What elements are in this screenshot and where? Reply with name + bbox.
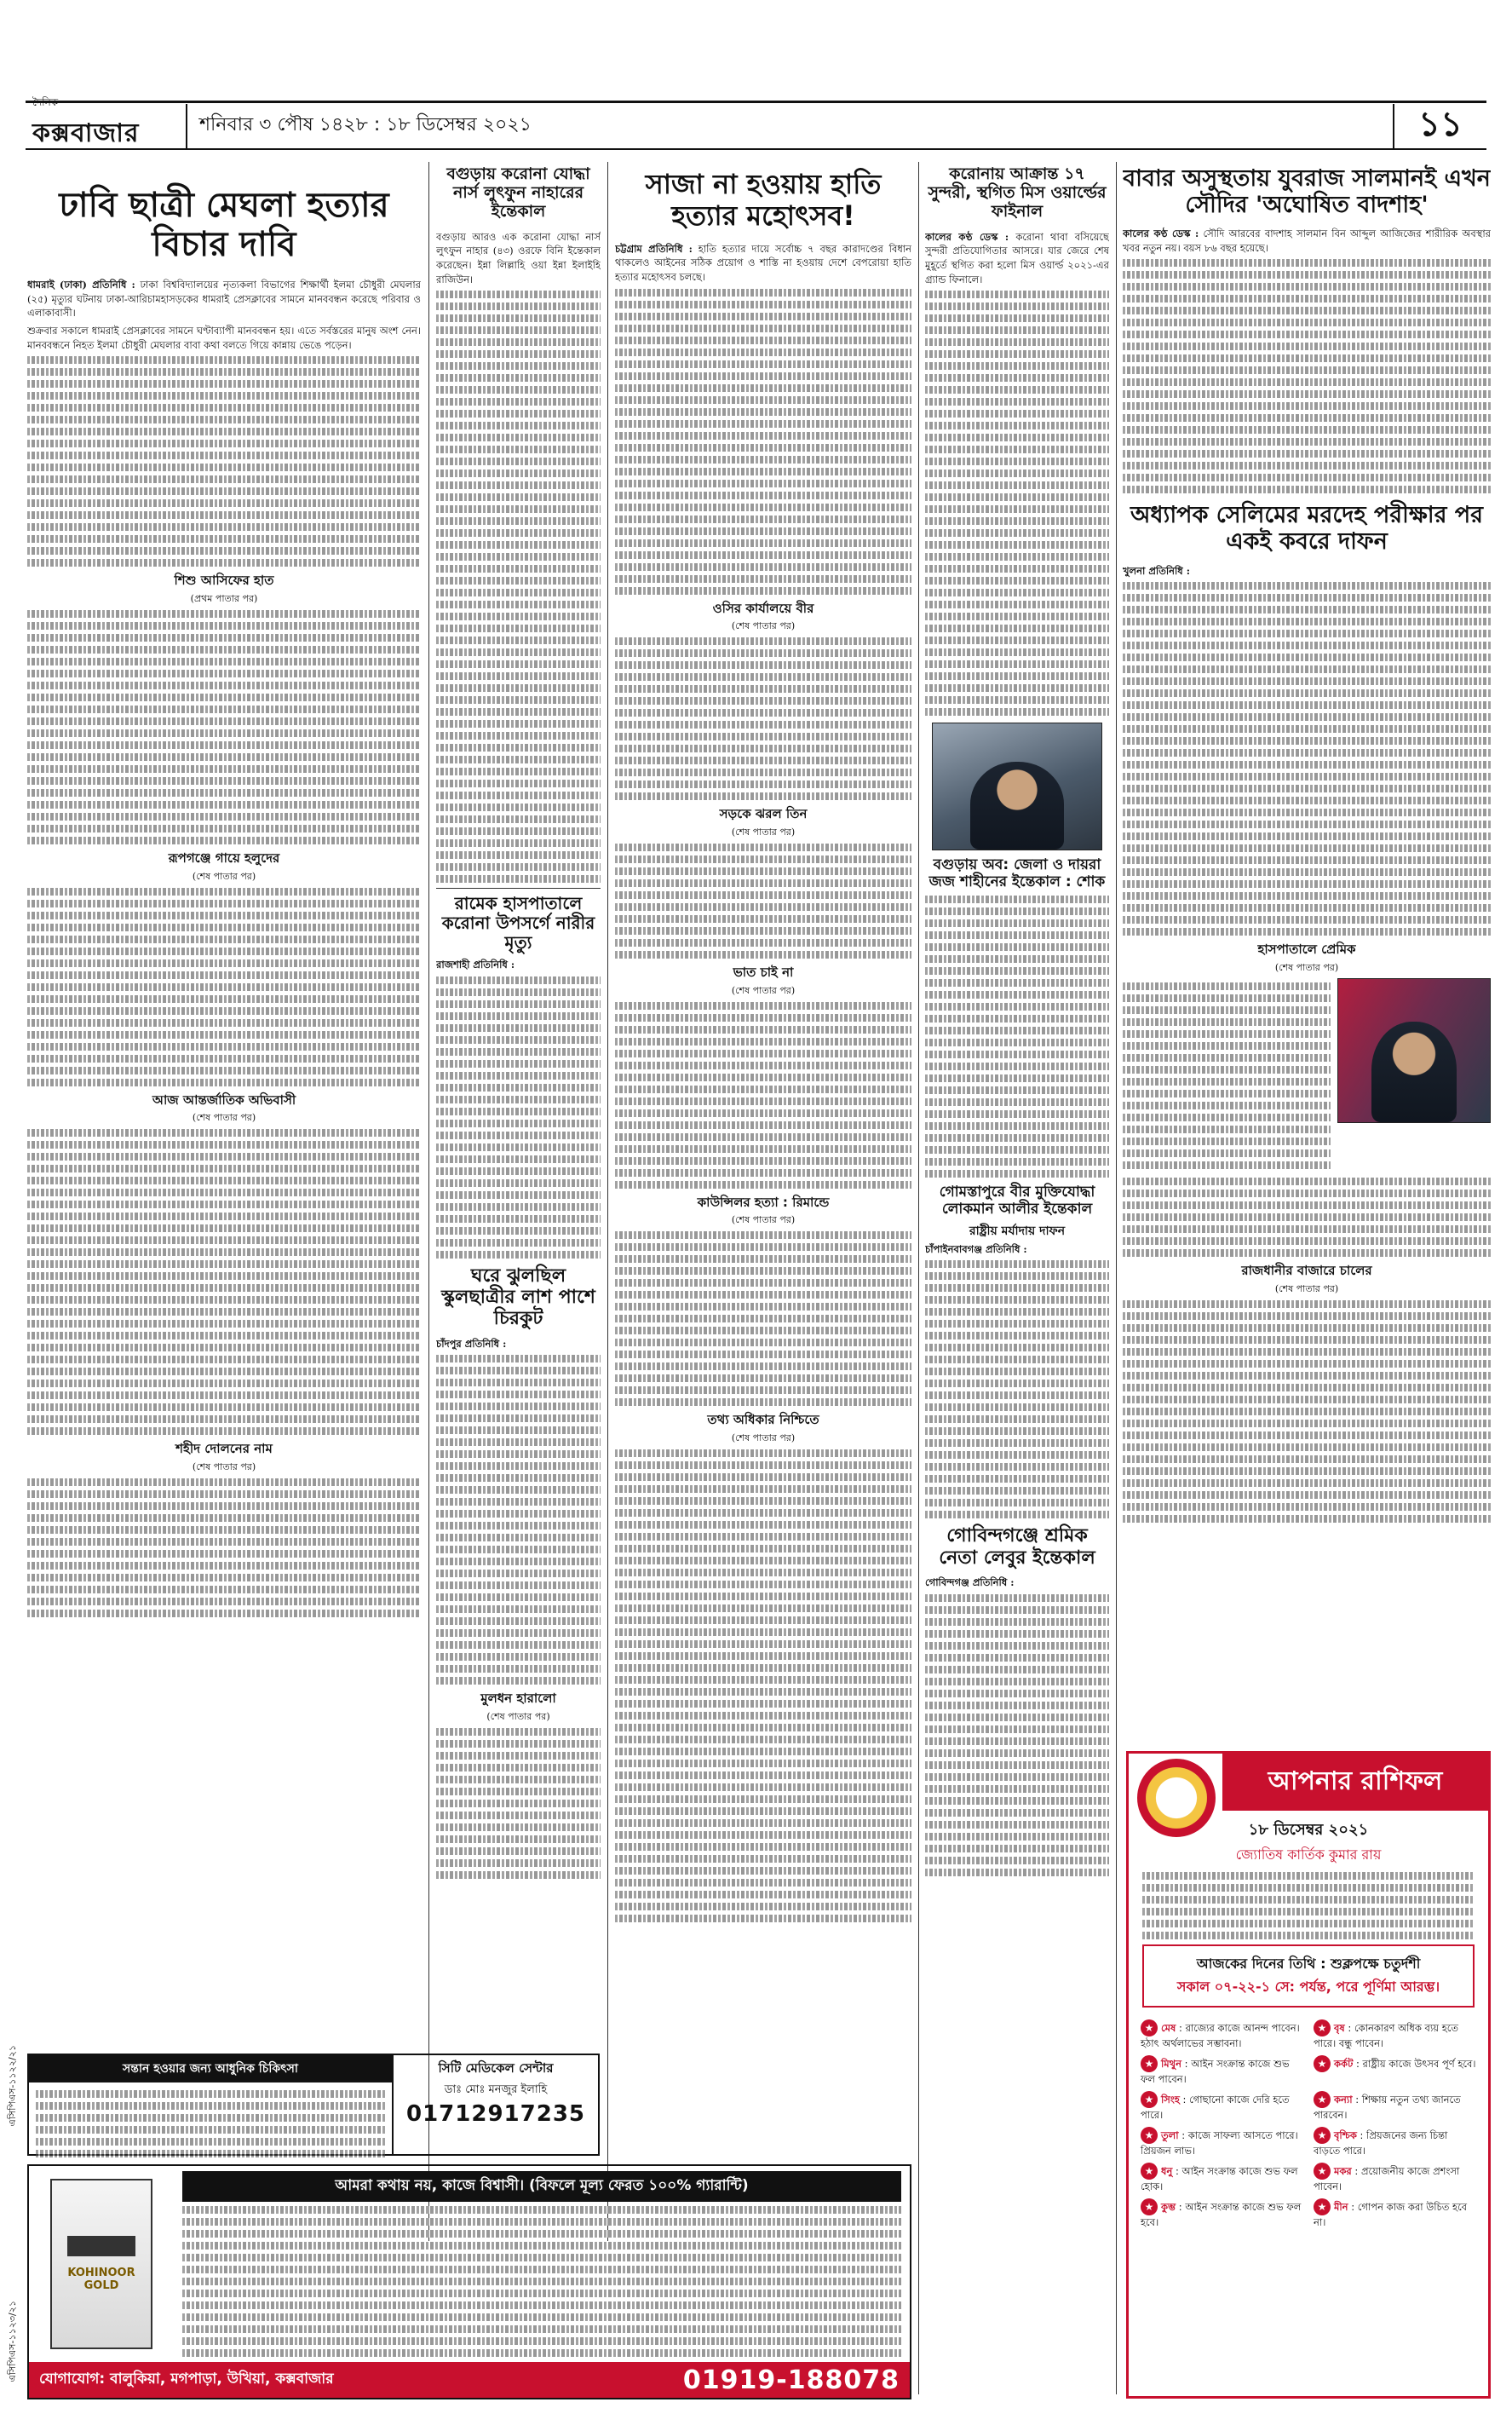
subhead-capital: মুলধন হারালো [480,1691,556,1707]
continued-note: (শেষ পাতার পর) [731,984,796,996]
zodiac-sign-name: বৃশ্চিক [1334,2129,1357,2142]
zodiac-sign-list [1129,2013,1488,2237]
continued-note: (শেষ পাতার পর) [731,1214,796,1226]
zodiac-sign-item: ★ মেষ : রাজ্যের কাজে আনন্দ পাবেন। হঠাৎ অর্থলাভের সম্ভাবনা। [1141,2019,1303,2050]
zodiac-sign-name: কুম্ভ [1161,2201,1176,2214]
zodiac-sign-item: ★ কর্কট : রাষ্ট্রীয় কাজে উৎসব পূর্ণ হবে। [1314,2055,1476,2086]
body-text: শুক্রবার সকালে ধামরাই প্রেসক্লাবের সামনে ঘণ্টাব্যাপী মানববন্ধন হয়। এতে সর্বস্তরের মানুষ অংশ নেন। মানববন্ধনে নিহত ইলমা চৌধুরী মেঘলার বাবা কথা বলতে গিয়ে কান্নায় ভেঙে পড়েন। [27,325,421,351]
byline: কালের কণ্ঠ ডেস্ক : [1123,228,1199,240]
zodiac-sign-text: শিক্ষায় নতুন তথ্য জানতে পারবেন। [1314,2094,1461,2122]
lead-text: করোনা থাবা বসিয়েছে সুন্দরী প্রতিযোগিতার আসরে। যার জেরে শেষ মুহূর্তে স্থগিত করা হলো মিস ওয়ার্ল্ড ২০২১-এর গ্র্যান্ড ফিনালে। [925,230,1109,285]
zodiac-sign-name: মেষ [1161,2022,1176,2034]
headline-miss-world: করোনায় আক্রান্ত ১৭ সুন্দরী, স্থগিত মিস ওয়ার্ল্ডের ফাইনাল [928,164,1107,221]
byline: কালের কণ্ঠ ডেস্ক : [925,230,1009,243]
continued-note: (শেষ পাতার পর) [731,1432,796,1444]
continued-note: (শেষ পাতার পর) [486,1711,550,1723]
subhead-rupganj: রূপগঞ্জে গায়ে হলুদের [168,850,280,867]
headline-ramek: রামেক হাসপাতালে করোনা উপসর্গে নারীর মৃত্যু [441,893,595,953]
product-phone: 01919-188078 [682,2365,900,2395]
headline-nurse: বগুড়ায় করোনা যোদ্ধা নার্স লুৎফুন নাহারের ইন্তেকাল [446,164,590,221]
zodiac-sign-text: আইন সংক্রান্ত কাজে শুভ ফল পাবেন। [1141,2058,1290,2086]
paper-logo-small: দৈনিক [32,96,59,108]
tithi-title: আজকের দিনের তিথি : শুক্লপক্ষে চতুর্দশী [1196,1956,1421,1972]
text-block [436,1355,601,1685]
text-block [436,976,601,1259]
product-contact: যোগাযোগ: বালুকিয়া, মগপাড়া, উখিয়া, কক্সবাজার [39,2371,334,2388]
horoscope-box [1126,1751,1491,2399]
text-block [925,896,1109,1178]
zodiac-sign-icon: ★ [1141,2055,1158,2072]
text-block [1123,978,1331,1173]
masthead [26,96,1486,150]
zodiac-sign-item: ★ মীন : গোপন কাজ করা উচিত হবে না। [1314,2198,1476,2229]
continued-note: (শেষ পাতার পর) [192,870,256,882]
text-block [925,1594,1109,1876]
headline-saudi-prince: বাবার অসুস্থতায় যুবরাজ সালমানই এখন সৌদির 'অঘোষিত বাদশাহ' [1123,165,1491,219]
zodiac-sign-name: মীন [1334,2201,1348,2214]
zodiac-sign-name: মকর [1334,2165,1352,2178]
subhead-migrant-day: আজ আন্তর্জাতিক অভিবাসী [152,1092,296,1108]
zodiac-sign-item: ★ ধনু : আইন সংক্রান্ত কাজে শুভ ফল হোক। [1141,2163,1303,2193]
zodiac-sign-icon: ★ [1314,2198,1331,2215]
zodiac-sign-icon: ★ [1141,2091,1158,2108]
clinic-ad-title: সন্তান হওয়ার জন্য আধুনিক চিকিৎসা [29,2055,392,2082]
byline: খুলনা প্রতিনিধি : [1123,564,1190,577]
subhead-rice: ভাত চাই না [733,964,794,980]
text-block [27,1478,421,1617]
zodiac-sign-text: রাজ্যের কাজে আনন্দ পাবেন। হঠাৎ অর্থলাভের সম্ভাবনা। [1141,2022,1300,2049]
zodiac-sign-text: কাজে সাফল্য আসতে পারে। প্রিয়জন লাভ। [1141,2129,1298,2157]
headline-professor-selim: অধ্যাপক সেলিমের মরদেহ পরীক্ষার পর একই কবরে দাফন [1130,502,1484,556]
zodiac-sign-text: আইন সংক্রান্ত কাজে শুভ ফল হবে। [1141,2201,1302,2229]
ad-code: এসিপিএস-১১২২/২১ [7,2045,18,2127]
zodiac-sign-item: ★ কুম্ভ : আইন সংক্রান্ত কাজে শুভ ফল হবে। [1141,2198,1303,2229]
text-block [436,291,601,883]
byline: চট্টগ্রাম প্রতিনিধি : [615,242,693,255]
continued-note: (শেষ পাতার পর) [1274,1282,1339,1294]
subhead-road-deaths: সড়কে ঝরল তিন [719,806,808,822]
zodiac-emblem-icon [1137,1759,1216,1837]
text-block [29,2082,392,2165]
headline-labour-leader: গোবিন্দগঞ্জে শ্রমিক নেতা লেবুর ইন্তেকাল [939,1525,1095,1569]
text-block [27,356,421,567]
zodiac-sign-icon: ★ [1314,2055,1331,2072]
text-block [615,289,911,595]
text-block [27,610,421,844]
continued-note: (শেষ পাতার পর) [731,827,796,838]
text-block [1123,259,1491,493]
section-rule [436,888,601,889]
zodiac-sign-text: গোছানো কাজে দেরি হতে পারে। [1141,2094,1290,2122]
subhead-state-honour: রাষ্ট্রীয় মর্যাদায় দাফন [969,1224,1066,1239]
dateline: শনিবার ৩ পৌষ ১৪২৮ : ১৮ ডিসেম্বর ২০২১ [199,114,532,135]
subhead-lover-hospital: হাসপাতালে প্রেমিক [1257,942,1356,958]
page-number: ১১ [1393,104,1486,148]
product-ad-footer [29,2362,910,2398]
text-block [615,844,911,959]
paper-logo-name: কক্সবাজার [32,118,140,148]
column-rule [1116,162,1117,2394]
byline: গোবিন্দগঞ্জ প্রতিনিধি : [925,1576,1015,1588]
headline-judge: বগুড়ায় অব: জেলা ও দায়রা জজ শাহীনের ইন্তেকাল : শোক [928,856,1106,890]
zodiac-sign-name: কন্যা [1334,2094,1353,2106]
text-block [1123,1300,1491,1523]
text-block [615,637,911,800]
tithi-time: সকাল ০৭-২২-১ সে: পর্যন্ত, পরে পূর্ণিমা আরম্ভ। [1176,1979,1440,1995]
byline: চাঁপাইনবাবগঞ্জ প্রতিনিধি : [925,1242,1027,1255]
horoscope-astrologer: জ্যোতিষ কার্তিক কুমার রায় [1235,1846,1382,1863]
horoscope-date: ১৮ ডিসেম্বর ২০২১ [1248,1821,1369,1839]
judge-portrait-photo [932,723,1102,850]
lead-text: বগুড়ায় আরও এক করোনা যোদ্ধা নার্স লুৎফুন নাহার (৪৩) ওরফে বিনি ইন্তেকাল করেছেন। ইন্না লিল্লাহি ওয়া ইন্না ইলাইহি রাজিউন। [436,230,601,285]
clinic-phone: 01712917235 [406,2101,585,2127]
column-4 [925,162,1109,2394]
zodiac-sign-text: আইন সংক্রান্ত কাজে শুভ ফল হোক। [1141,2165,1298,2193]
continued-note: (শেষ পাতার পর) [1274,961,1339,973]
byline: ধামরাই (ঢাকা) প্রতিনিধি : [27,279,135,291]
zodiac-sign-name: কর্কট [1334,2058,1354,2071]
zodiac-sign-text: প্রিয়জনের জন্য চিন্তা বাড়তে পারে। [1314,2129,1448,2157]
zodiac-sign-icon: ★ [1314,2163,1331,2180]
zodiac-sign-item: ★ মকর : প্রয়োজনীয় কাজে প্রশংসা পাবেন। [1314,2163,1476,2193]
zodiac-sign-name: সিংহ [1161,2094,1180,2106]
text-block [925,1260,1109,1518]
text-block [925,291,1109,716]
column-2 [436,162,601,2088]
subhead-councillor: কাউন্সিলর হত্যা : রিমান্ডে [697,1194,830,1210]
headline-meghla: ঢাবি ছাত্রী মেঘলা হত্যার বিচার দাবি [59,186,389,264]
zodiac-sign-item: ★ কন্যা : শিক্ষায় নতুন তথ্য জানতে পারবেন। [1314,2091,1476,2122]
lead-text: সৌদি আরবের বাদশাহ সালমান বিন আব্দুল আজিজের শারীরিক অবস্থার খবর নতুন নয়। বয়স ৮৬ বছর হয়েছে। [1123,228,1491,254]
zodiac-sign-text: গোপন কাজ করা উচিত হবে না। [1314,2201,1468,2229]
headline-elephant: সাজা না হওয়ায় হাতি হত্যার মহোৎসব! [645,168,882,232]
zodiac-sign-icon: ★ [1141,2127,1158,2144]
zodiac-sign-name: বৃষ [1334,2022,1345,2034]
lead-text: ঢাকা বিশ্ববিদ্যালয়ের নৃত্যকলা বিভাগের শিক্ষার্থী ইলমা চৌধুরী মেঘলার (২৫) মৃত্যুর ঘটনায় ঢাকা-আরিচামহাসড়কের ধামরাই প্রেসক্লাবের সামনে মানববন্ধন করেছে পরিবার ও এলাকাবাসী। [27,279,421,320]
text-block [615,1449,911,1922]
continued-note: (শেষ পাতার পর) [731,620,796,632]
product-ad [27,2164,911,2399]
zodiac-sign-name: মিথুন [1161,2058,1181,2071]
product-name: KOHINOOR GOLD [67,2267,135,2292]
subhead-asif: শিশু আসিফের হাত [174,573,274,589]
column-1 [27,162,421,2215]
column-rule [607,162,608,2241]
column-rule [918,162,919,2394]
continued-note: (প্রথম পাতার পর) [190,593,258,605]
product-ad-lead: আমরা কথায় নয়, কাজে বিশ্বাসী। (বিফলে মূল্য ফেরত ১০০% গ্যারান্টি) [182,2171,901,2202]
ad-code: এসিপিএস-১১২৩/২১ [7,2301,18,2382]
zodiac-sign-icon: ★ [1314,2127,1331,2144]
text-block [615,1002,911,1189]
zodiac-sign-item: ★ তুলা : কাজে সাফল্য আসতে পারে। প্রিয়জন লাভ। [1141,2127,1303,2157]
text-block [182,2206,901,2357]
zodiac-sign-icon: ★ [1141,2163,1158,2180]
zodiac-sign-icon: ★ [1141,2019,1158,2036]
column-rule [428,162,429,2241]
couple-photo [1337,978,1491,1123]
byline: রাজশাহী প্রতিনিধি : [436,959,515,971]
zodiac-sign-text: প্রয়োজনীয় কাজে প্রশংসা পাবেন। [1314,2165,1460,2193]
zodiac-sign-text: কোনকারণ অধিক ব্যয় হতে পারে। বন্ধু পাবেন। [1314,2022,1459,2049]
lead-text: হাতি হত্যার দায়ে সর্বোচ্চ ৭ বছর কারাদণ্ডের বিধান থাকলেও আইনের সঠিক প্রয়োগ ও শাস্তি না হওয়ায় দেশে বেপরোয়া হাতি হত্যার মহোৎসব চলছে। [615,242,911,283]
continued-note: (শেষ পাতার পর) [192,1112,256,1124]
zodiac-sign-icon: ★ [1314,2019,1331,2036]
column-5 [1123,162,1491,1738]
text-block [1123,1178,1491,1257]
tithi-box [1142,1944,1475,2008]
subhead-dolon: শহীদ দোলনের নাম [175,1441,273,1457]
text-block [615,1231,911,1406]
headline-freedom-fighter: গোমস্তাপুরে বীর মুক্তিযোদ্ধা লোকমান আলীর ইন্তেকাল [939,1184,1095,1218]
clinic-doctor: ডাঃ মোঃ মনজুর ইলাহি [444,2083,548,2096]
zodiac-sign-icon: ★ [1141,2198,1158,2215]
zodiac-sign-text: রাষ্ট্রীয় কাজে উৎসব পূর্ণ হবে। [1362,2058,1476,2071]
headline-schoolgirl: ঘরে ঝুলছিল স্কুলছাত্রীর লাশ পাশে চিরকুট [441,1264,595,1330]
text-block [1129,1872,1488,1939]
zodiac-sign-name: ধনু [1161,2165,1173,2178]
text-block [27,888,421,1086]
subhead-rice-market: রাজধানীর বাজারে চালের [1241,1262,1372,1278]
zodiac-sign-icon: ★ [1314,2091,1331,2108]
byline: চাঁদপুর প্রতিনিধি : [436,1337,507,1350]
subhead-oc-office: ওসির কার্যালয়ে বীর [712,600,814,616]
zodiac-sign-name: তুলা [1161,2129,1179,2142]
zodiac-sign-item: ★ সিংহ : গোছানো কাজে দেরি হতে পারে। [1141,2091,1303,2122]
clinic-name: সিটি মেডিকেল সেন্টার [438,2060,554,2076]
zodiac-sign-item: ★ মিথুন : আইন সংক্রান্ত কাজে শুভ ফল পাবেন। [1141,2055,1303,2086]
text-block [1123,582,1491,936]
continued-note: (শেষ পাতার পর) [192,1461,256,1473]
product-bottle-image [50,2179,152,2349]
clinic-ad [27,2054,600,2156]
text-block [436,1728,601,1879]
horoscope-title: আপনার রাশিফল [1222,1754,1488,1811]
zodiac-sign-item: ★ বৃষ : কোনকারণ অধিক ব্যয় হতে পারে। বন্ধু পাবেন। [1314,2019,1476,2050]
text-block [27,1129,421,1435]
subhead-rti: তথ্য অধিকার নিশ্চিতে [707,1412,819,1428]
paper-logo [26,96,187,148]
zodiac-sign-item: ★ বৃশ্চিক : প্রিয়জনের জন্য চিন্তা বাড়তে পারে। [1314,2127,1476,2157]
column-3 [615,162,911,2394]
